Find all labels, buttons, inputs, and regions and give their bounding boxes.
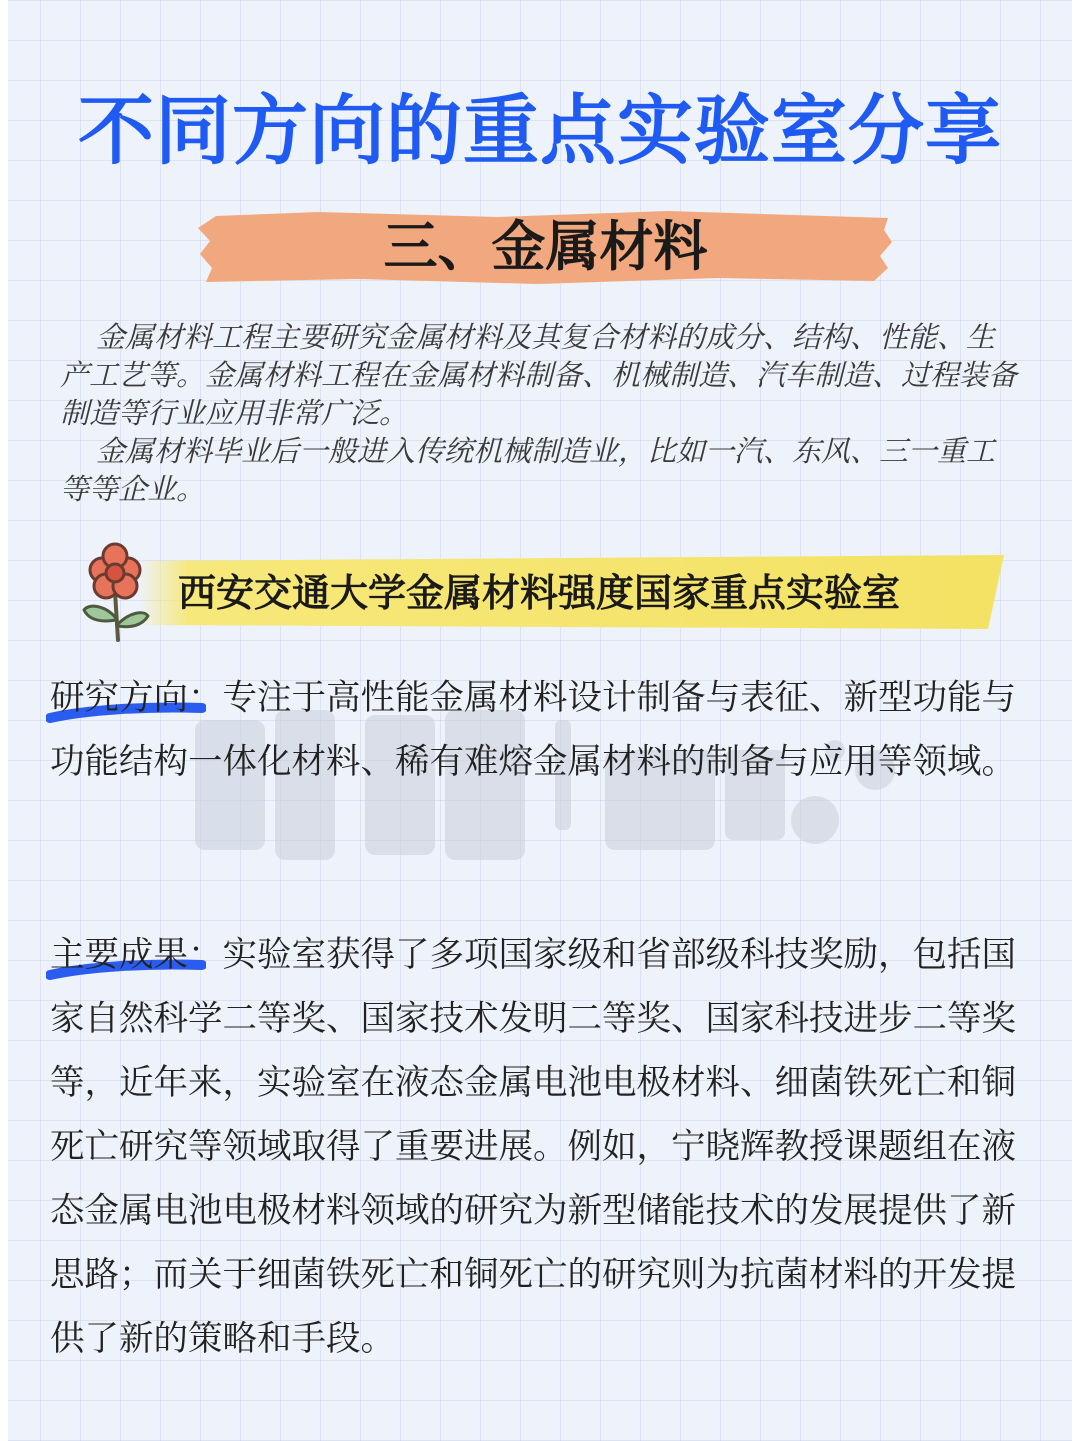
research-label-text: 研究方向 bbox=[50, 678, 188, 718]
page-edge-left bbox=[0, 0, 8, 1441]
results-label bbox=[50, 923, 188, 987]
main-title: 不同方向的重点实验室分享 bbox=[78, 86, 1002, 175]
results-label-text: 主要成果 bbox=[50, 935, 188, 975]
research-label bbox=[50, 666, 188, 730]
results-text: ：实验室获得了多项国家级和省部级科技奖励，包括国家自然科学二等奖、国家技术发明二等奖、国家科技进步二等奖等，近年来，实验室在液态金属电池电极材料、细菌铁死亡和铜死亡研究等领域取得了重要进展。例如，宁晓辉教授课题组在液态金属电池电极材料领域的研究为新型储能技术的发展提供了新思路；而关于细菌铁死亡和铜死亡的研究则为抗菌材料的开发提供了新的策略和手段。 bbox=[50, 935, 1016, 1359]
page-edge-right bbox=[1072, 0, 1080, 1441]
research-paragraph bbox=[50, 666, 1025, 794]
intro-text bbox=[60, 318, 1022, 508]
intro-paragraph: 金属材料毕业后一般进入传统机械制造业，比如一汽、东风、三一重工等等企业。 bbox=[60, 434, 996, 506]
intro-paragraph: 金属材料工程主要研究金属材料及其复合材料的成分、结构、性能、生产工艺等。金属材料工程在金属材料制备、机械制造、汽车制造、过程装备制造等行业应用非常广泛。 bbox=[60, 320, 1018, 430]
results-paragraph bbox=[50, 923, 1025, 1371]
research-text: ：专注于高性能金属材料设计制备与表征、新型功能与功能结构一体化材料、稀有难熔金属材料的制备与应用等领域。 bbox=[50, 678, 1016, 782]
section-title: 三、金属材料 bbox=[383, 215, 708, 278]
flower-icon bbox=[78, 542, 152, 644]
lab-name: 西安交通大学金属材料强度国家重点实验室 bbox=[178, 571, 901, 615]
